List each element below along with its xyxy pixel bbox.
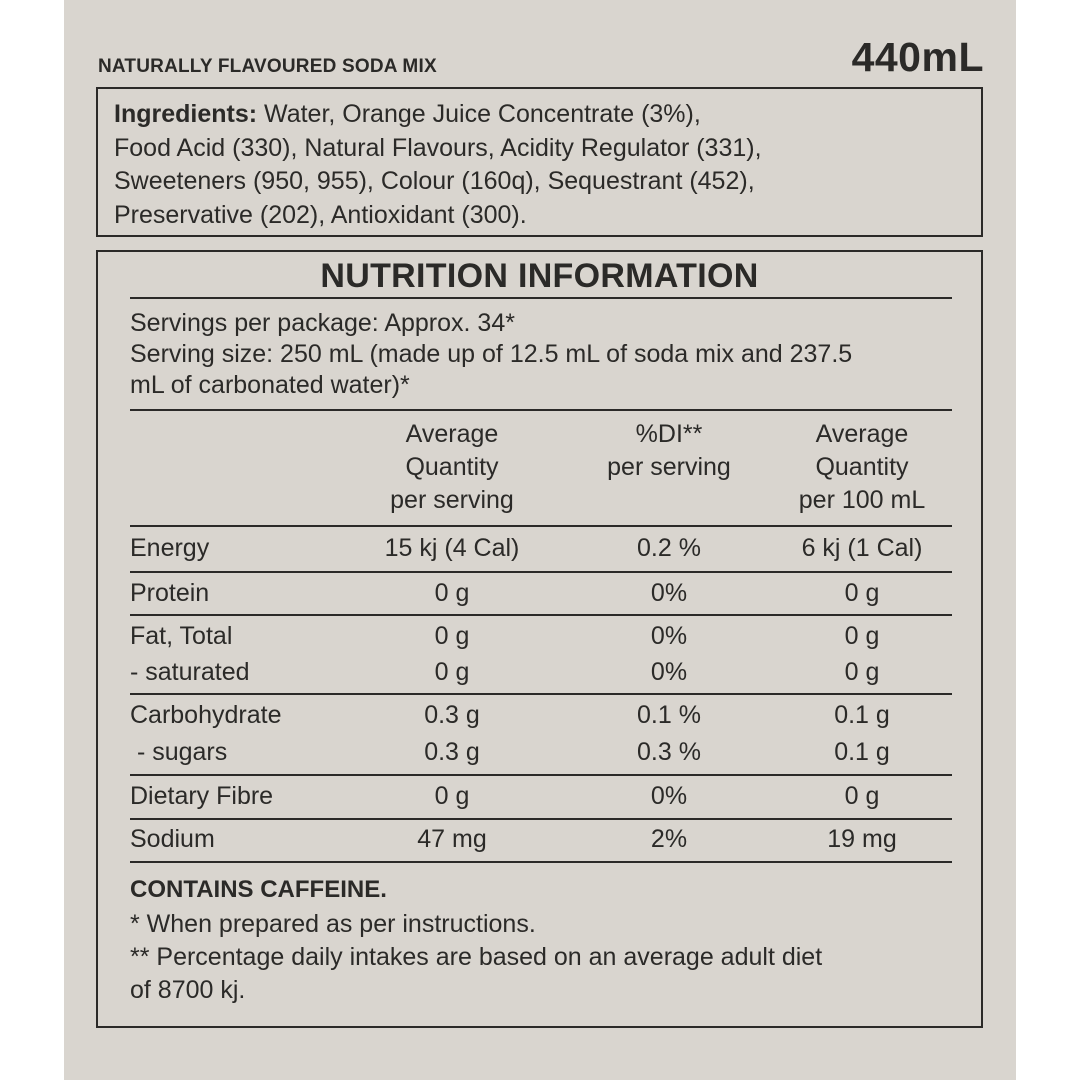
divider <box>130 409 952 411</box>
header-text: %DI** <box>635 420 703 448</box>
footnote-2-line-2: of 8700 kj. <box>130 976 246 1004</box>
ingredients-line-1 <box>114 98 981 132</box>
divider <box>130 693 952 695</box>
volume: 440mL <box>851 34 984 80</box>
divider <box>130 818 952 820</box>
divider <box>130 861 952 863</box>
header-di <box>575 418 763 484</box>
row-value: 15 kj (4 Cal) <box>384 534 520 562</box>
row-value: 0 g <box>434 782 470 810</box>
ingredients-line-4: Preservative (202), Antioxidant (300). <box>114 200 527 229</box>
divider <box>130 525 952 527</box>
row-name-carbohydrate: Carbohydrate <box>130 701 282 729</box>
row-name-sugars: - sugars <box>130 738 228 766</box>
row-value: 0% <box>650 782 688 810</box>
ingredients-line-3: Sweeteners (950, 955), Colour (160q), Sequestrant (452), <box>114 167 755 195</box>
row-value: 19 mg <box>827 825 897 853</box>
header-text: Average <box>405 420 499 448</box>
row-name-saturated: - saturated <box>130 658 250 686</box>
row-value: 0 g <box>844 782 880 810</box>
ingredients-line-2: Food Acid (330), Natural Flavours, Acidity Regulator (331), <box>114 133 762 162</box>
serving-size-line-1: Serving size: 250 mL (made up of 12.5 mL of soda mix and 237.5 <box>130 340 853 368</box>
row-value: 0.1 % <box>637 701 701 729</box>
header-text: Quantity <box>815 453 909 481</box>
ingredients-box <box>96 87 983 237</box>
row-value: 0 g <box>434 622 470 650</box>
footnotes <box>130 908 960 1007</box>
row-value: 0 g <box>434 579 470 607</box>
servings-per-package: Servings per package: Approx. 34* <box>130 309 515 337</box>
row-value: 0.1 g <box>834 701 890 729</box>
divider <box>130 571 952 573</box>
nutrition-panel <box>96 250 983 1028</box>
row-value: 0.3 g <box>424 701 480 729</box>
row-value: 0% <box>650 658 688 686</box>
header-text: per serving <box>607 453 731 481</box>
contains-caffeine: CONTAINS CAFFEINE. <box>130 876 387 903</box>
header-text: Average <box>815 420 909 448</box>
ingredients-text-1: Water, Orange Juice Concentrate (3%), <box>264 100 701 128</box>
header-per-100ml <box>768 418 956 517</box>
header-text: Quantity <box>405 453 499 481</box>
row-value: 2% <box>650 825 688 853</box>
product-name: NATURALLY FLAVOURED SODA MIX <box>98 56 437 77</box>
row-name-sodium: Sodium <box>130 825 215 853</box>
row-name-dietary-fibre: Dietary Fibre <box>130 782 274 810</box>
ingredients-label: Ingredients: <box>114 100 258 128</box>
divider <box>130 774 952 776</box>
row-value: 0 g <box>434 658 470 686</box>
footnote-2-line-1: ** Percentage daily intakes are based on an average adult diet <box>130 943 823 971</box>
row-name-fat: Fat, Total <box>130 622 233 650</box>
row-value: 0 g <box>844 658 880 686</box>
row-value: 6 kj (1 Cal) <box>801 534 923 562</box>
row-value: 0 g <box>844 579 880 607</box>
footnote-1: * When prepared as per instructions. <box>130 910 536 938</box>
row-value: 0.3 % <box>637 738 701 766</box>
header-text: per 100 mL <box>798 486 926 514</box>
row-value: 0% <box>650 579 688 607</box>
row-name-energy: Energy <box>130 534 210 562</box>
divider <box>130 297 952 299</box>
row-value: 0% <box>650 622 688 650</box>
serving-info <box>130 308 960 401</box>
row-value: 0.3 g <box>424 738 480 766</box>
header-per-serving <box>358 418 546 517</box>
row-value: 0.1 g <box>834 738 890 766</box>
row-name-protein: Protein <box>130 579 210 607</box>
row-value: 0.2 % <box>637 534 701 562</box>
row-value: 47 mg <box>417 825 487 853</box>
header-text: per serving <box>390 486 514 514</box>
serving-size-line-2: mL of carbonated water)* <box>130 371 410 399</box>
row-value: 0 g <box>844 622 880 650</box>
divider <box>130 614 952 616</box>
nutrition-title: NUTRITION INFORMATION <box>320 257 759 295</box>
